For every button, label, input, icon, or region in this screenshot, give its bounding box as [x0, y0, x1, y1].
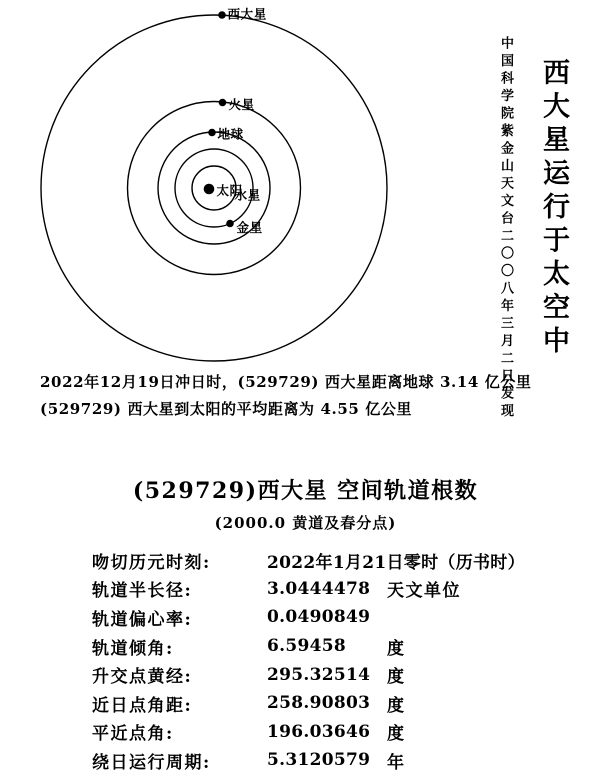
row-unit: 度	[387, 695, 406, 716]
orbital-elements-title: (529729)西大星 空间轨道根数	[132, 478, 479, 504]
table-row-orbital-period	[92, 746, 572, 775]
row-label: 平近点角:	[92, 724, 174, 745]
sun-dot	[204, 184, 215, 195]
row-label: 轨道半长径:	[92, 581, 193, 602]
row-label: 轨道偏心率:	[92, 609, 193, 630]
row-value: 295.32514	[267, 664, 371, 685]
earth-dot	[208, 129, 216, 137]
venus-label: 金星	[236, 220, 263, 235]
table-row-eccentricity	[92, 603, 572, 632]
row-label: 近日点角距:	[92, 695, 193, 716]
mars-dot	[219, 99, 227, 107]
row-unit: 度	[387, 667, 406, 688]
orbital-elements-table	[92, 546, 572, 775]
row-label: 绕日运行周期:	[92, 752, 211, 773]
row-unit: 度	[387, 724, 406, 745]
asteroid-label: 西大星	[227, 6, 267, 22]
row-label: 吻切历元时刻:	[92, 552, 211, 573]
table-row-ascending-node	[92, 660, 572, 689]
table-row-semimajor-axis	[92, 575, 572, 604]
sun-label: 太阳	[216, 183, 243, 198]
mars-label: 火星	[228, 97, 255, 112]
row-value: 196.03646	[267, 721, 371, 742]
table-row-inclination	[92, 632, 572, 661]
caption-line-opposition: 2022年12月19日冲日时，(529729) 西大星距离地球 3.14 亿公里	[40, 373, 532, 391]
caption-line-mean-distance: (529729) 西大星到太阳的平均距离为 4.55 亿公里	[40, 399, 413, 418]
earth-label: 地球	[217, 126, 244, 142]
row-value: 258.90803	[267, 693, 371, 714]
row-label: 轨道倾角:	[92, 638, 174, 659]
discovery-credit-vertical: 中国科学院紫金山天文台二〇〇八年三月二日发现	[498, 36, 513, 421]
table-row-epoch	[92, 546, 572, 575]
venus-dot	[226, 220, 234, 228]
orbital-elements-subtitle: (2000.0 黄道及春分点)	[214, 514, 397, 532]
row-label: 升交点黄经:	[92, 667, 193, 688]
headline-vertical: 西大星运行于太空中	[538, 58, 569, 360]
row-unit: 度	[387, 638, 406, 659]
row-unit: 天文单位	[387, 581, 461, 602]
asteroid-dot	[218, 11, 226, 19]
row-value: 2022年1月21日零时（历书时）	[267, 552, 525, 573]
row-unit: 年	[387, 752, 406, 773]
orbit-diagram	[0, 0, 480, 370]
table-row-mean-anomaly	[92, 718, 572, 747]
row-value: 5.3120579	[267, 750, 371, 771]
mercury-label: 水星	[234, 187, 261, 203]
diagram-caption	[40, 369, 532, 422]
table-row-argument-perihelion	[92, 689, 572, 718]
row-value: 0.0490849	[267, 607, 371, 628]
row-value: 6.59458	[267, 636, 346, 657]
row-value: 3.0444478	[267, 578, 371, 599]
